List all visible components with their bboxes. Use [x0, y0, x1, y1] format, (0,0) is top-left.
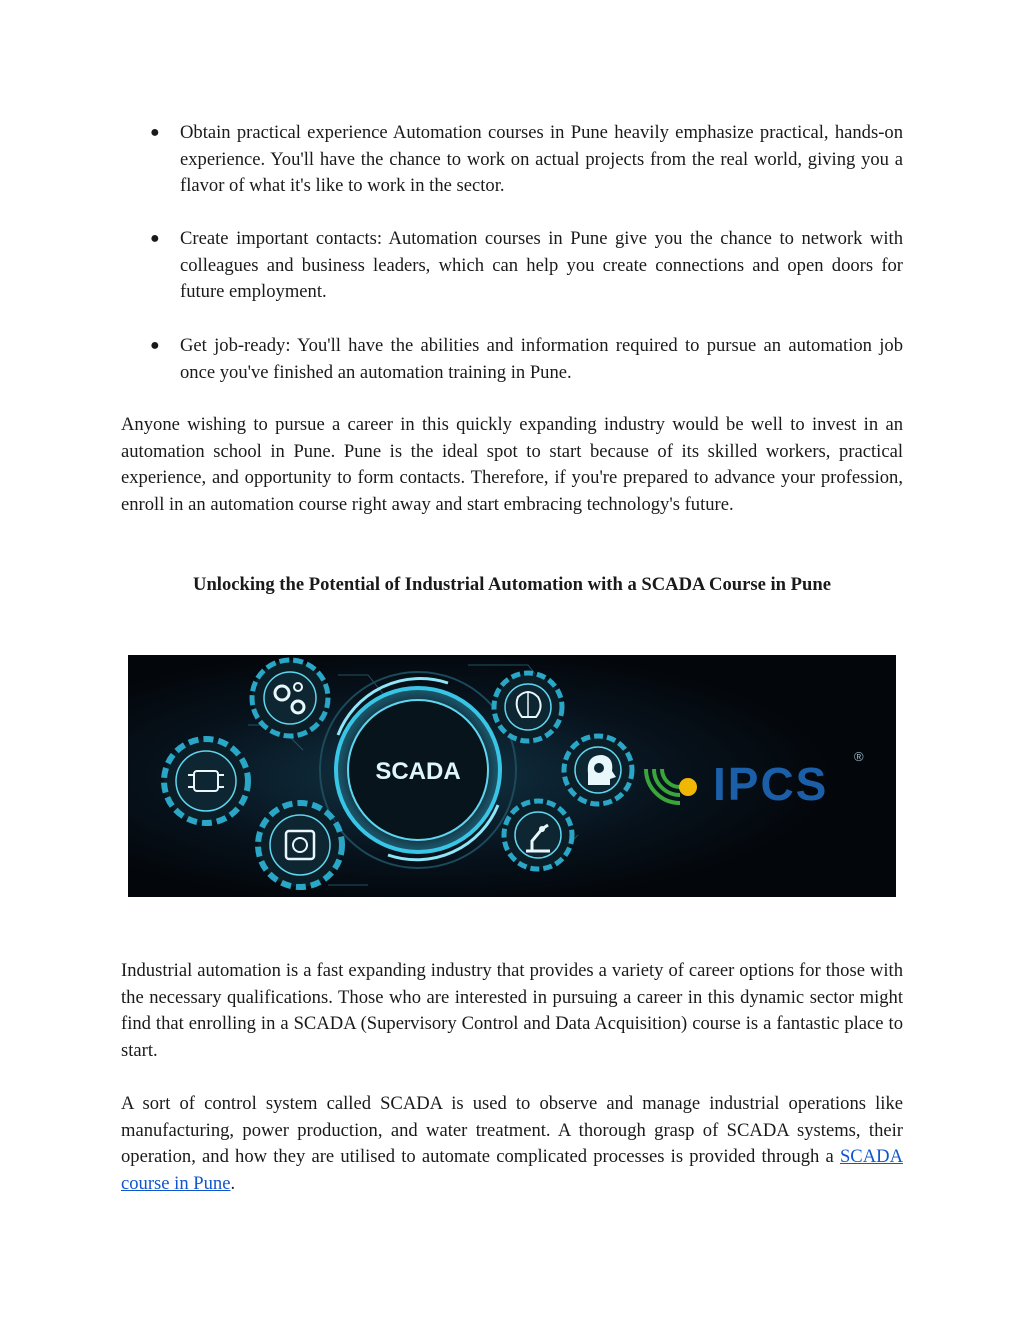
scada-label: SCADA [375, 758, 461, 785]
bullet-icon: ● [150, 337, 160, 354]
bullet-text: Get job-ready: You'll have the abilities and information required to pursue an automation job once you've finished an automation training in Pune. [180, 335, 903, 383]
head-lightbulb-icon [564, 736, 632, 804]
gears-icon [252, 660, 328, 736]
registered-mark: ® [854, 749, 864, 764]
circuit-brain-icon [164, 739, 248, 823]
bullet-icon: ● [150, 230, 160, 247]
scada-course-link[interactable]: SCADA course in Pune [121, 1146, 903, 1194]
brain-icon [494, 673, 562, 741]
paragraph-text-end: . [230, 1172, 236, 1194]
chip-icon [258, 803, 342, 887]
paragraph-text: A sort of control system called SCADA is used to observe and manage industrial operations like manufacturing, power production, and water treatment. A thorough grasp of SCADA systems, their operation, and how they are utilised to automate complicated processes is provided through a [121, 1093, 903, 1168]
paragraph-with-link [121, 1091, 903, 1197]
scada-ring-icon [320, 672, 516, 868]
paragraph: Industrial automation is a fast expanding industry that provides a variety of career options for those with the necessary qualifications. Those who are interested in pursuing a career in this dynamic sector might find that enrolling in a SCADA (Supervisory Control and Data Acquisition) course is a fantastic place to start. [121, 960, 903, 1061]
robot-arm-icon [504, 801, 572, 869]
bullet-icon: ● [150, 124, 160, 141]
paragraph: Anyone wishing to pursue a career in this quickly expanding industry would be well to invest in an automation school in Pune. Pune is the ideal spot to start because of its skilled workers, practical experience, and opportunity to form contacts. Therefore, if you're prepared to advance your profession, enroll in an automation course right away and start embracing technology's future. [121, 414, 903, 515]
section-heading: Unlocking the Potential of Industrial Automation with a SCADA Course in Pune [193, 574, 831, 595]
ipcs-logo-text: IPCS [713, 758, 829, 810]
scada-banner-image [128, 655, 896, 897]
bullet-text: Obtain practical experience Automation courses in Pune heavily emphasize practical, hands-on experience. You'll have the chance to work on actual projects from the real world, giving you a flavor of what it's like to work in the sector. [180, 122, 903, 197]
bullet-text: Create important contacts: Automation courses in Pune give you the chance to network with colleagues and business leaders, which can help you create connections and open doors for future employment. [180, 228, 903, 303]
